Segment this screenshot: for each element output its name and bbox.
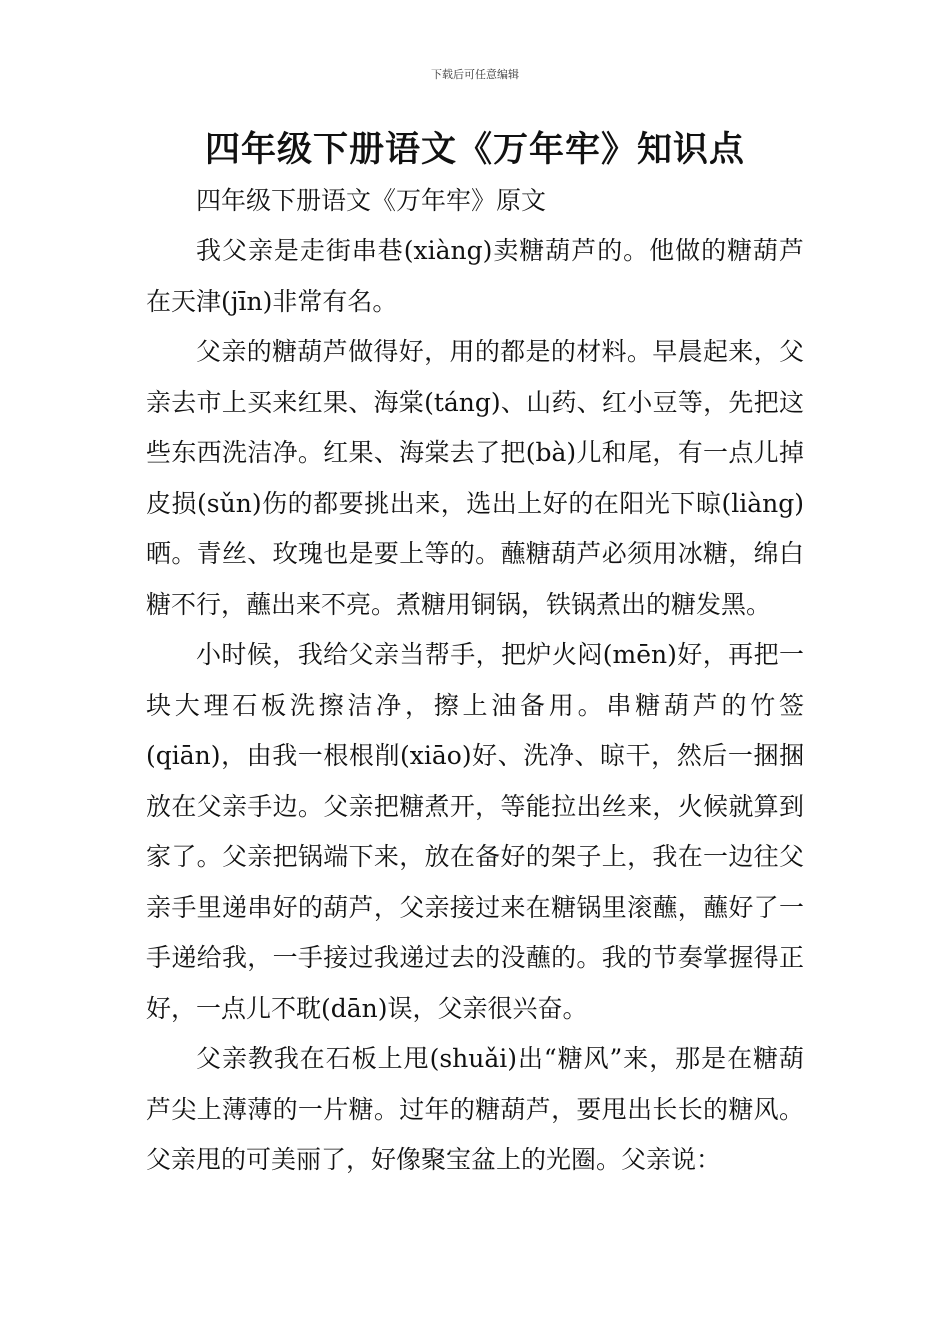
paragraph: 小时候，我给父亲当帮手，把炉火闷(mēn)好，再把一块大理石板洗擦洁净，擦上油备用。串糖葫芦的竹签(qiān)，由我一根根削(xiāo)好、洗净、晾干，然后一捆捆放在父亲手边。父亲把糖煮开，等能拉出丝来，火候就算到家了。父亲把锅端下来，放在备好的架子上，我在一边往父亲手里递串好的葫芦，父亲接过来在糖锅里滚蘸，蘸好了一手递给我，一手接过我递过去的没蘸的。我的节奏掌握得正好，一点儿不耽(dān)误，父亲很兴奋。 [146, 640, 804, 1023]
paragraph: 父亲的糖葫芦做得好，用的都是的材料。早晨起来，父亲去市上买来红果、海棠(táng)、山药、红小豆等，先把这些东西洗洁净。红果、海棠去了把(bà)儿和尾，有一点儿掉皮损(sǔn)伤的都要挑出来，选出上好的在阳光下晾(liàng)晒。青丝、玫瑰也是要上等的。蘸糖葫芦必须用冰糖，绵白糖不行，蘸出来不亮。煮糖用铜锅，铁锅煮出的糖发黑。 [146, 337, 804, 619]
document-body [146, 176, 804, 1186]
section-heading: 四年级下册语文《万年牢》原文 [196, 186, 547, 215]
page-title: 四年级下册语文《万年牢》知识点 [204, 129, 745, 170]
paragraph: 我父亲是走街串巷(xiàng)卖糖葫芦的。他做的糖葫芦在天津(jīn)非常有名。 [146, 236, 804, 316]
paragraph: 父亲教我在石板上甩(shuǎi)出“糖风”来，那是在糖葫芦尖上薄薄的一片糖。过年的糖葫芦，要甩出长长的糖风。父亲甩的可美丽了，好像聚宝盆上的光圈。父亲说： [146, 1044, 804, 1174]
header-note: 下载后可任意编辑 [431, 68, 519, 81]
